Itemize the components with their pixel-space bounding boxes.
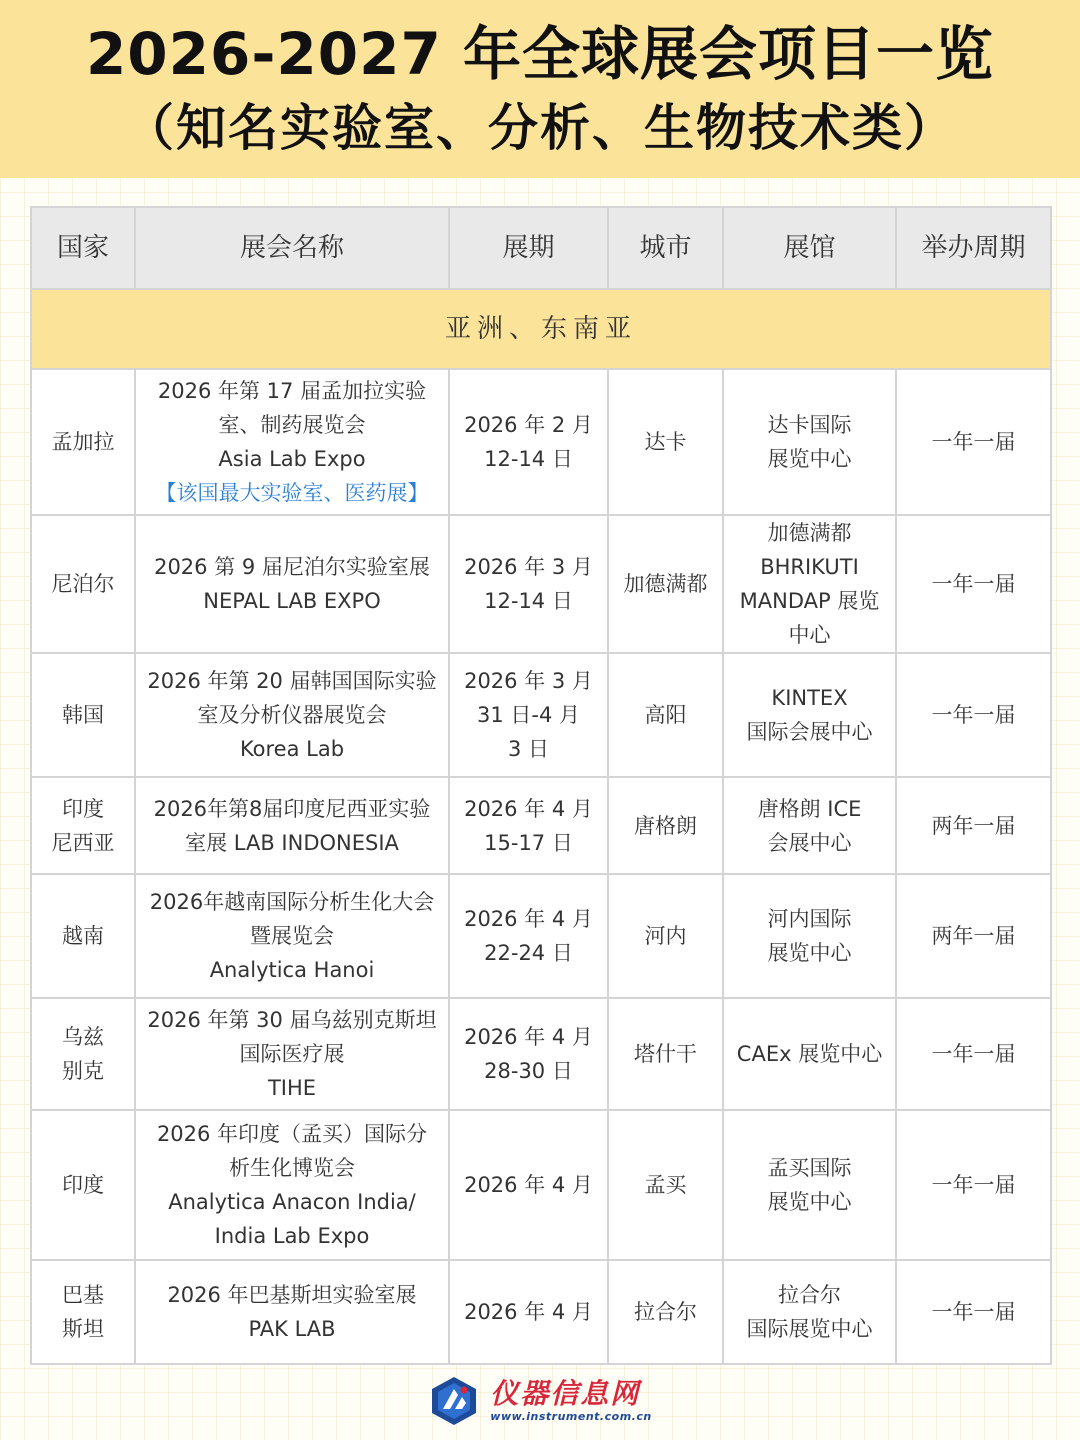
column-header-country: 国家 (31, 207, 135, 289)
dates-cell-line: 12-14 日 (484, 589, 573, 613)
city-cell: 孟买 (608, 1110, 723, 1260)
dates-cell-line: 2026 年 3 月 (464, 555, 593, 579)
dates-cell-line: 12-14 日 (484, 447, 573, 471)
expo-name-cell-line: 室及分析仪器展览会 (197, 703, 387, 727)
venue-cell-line: BHRIKUTI (760, 555, 859, 579)
expo-note: 【该国最大实验室、医药展】 (155, 481, 429, 505)
cycle-cell: 一年一届 (896, 515, 1051, 653)
expo-name-cell (135, 1110, 449, 1260)
expo-name-cell-line: 室展 LAB INDONESIA (185, 830, 399, 855)
venue-cell-line: 展览中心 (767, 941, 852, 965)
venue-cell-line: 国际会展中心 (746, 720, 873, 744)
expo-name-cell-line: 2026 第 9 届尼泊尔实验室展 (154, 555, 430, 579)
brand-logo (428, 1375, 651, 1427)
table-row (31, 1260, 1051, 1364)
expo-name-cell (135, 777, 449, 874)
table-row (31, 369, 1051, 515)
country-cell-line: 斯坦 (62, 1317, 104, 1341)
city-cell: 达卡 (608, 369, 723, 515)
expo-name-cell-line: India Lab Expo (214, 1224, 370, 1248)
country-cell (31, 1260, 135, 1364)
country-cell-line: 越南 (62, 924, 104, 948)
expo-name-cell-line: Asia Lab Expo (218, 447, 366, 471)
cycle-cell: 一年一届 (896, 369, 1051, 515)
venue-cell-line: 展览中心 (767, 447, 852, 471)
expo-name-cell-line: 2026 年第 20 届韩国国际实验 (147, 669, 437, 693)
cycle-cell: 一年一届 (896, 998, 1051, 1110)
expo-name-cell (135, 369, 449, 515)
country-cell-line: 巴基 (62, 1283, 104, 1307)
table-row (31, 1110, 1051, 1260)
dates-cell-line: 2026 年 2 月 (464, 413, 593, 437)
instrument-logo-icon (428, 1375, 480, 1427)
footer (0, 1362, 1080, 1440)
venue-cell (723, 653, 896, 777)
expo-name-cell-line: 2026年越南国际分析生化大会 (149, 890, 435, 914)
title-banner (0, 0, 1080, 178)
expo-name-cell-line: 国际医疗展 (239, 1042, 345, 1066)
dates-cell-line: 2026 年 4 月 (464, 1025, 593, 1049)
venue-cell-line: 展览中心 (767, 1190, 852, 1214)
dates-cell-line: 2026 年 4 月 (464, 1173, 593, 1197)
dates-cell (449, 369, 608, 515)
venue-cell (723, 998, 896, 1110)
country-cell (31, 777, 135, 874)
brand-url: www.instrument.com.cn (490, 1410, 652, 1423)
venue-cell (723, 777, 896, 874)
venue-cell-line: CAEx 展览中心 (736, 1042, 883, 1066)
country-cell-line: 孟加拉 (51, 430, 115, 454)
country-cell-line: 尼泊尔 (51, 572, 115, 596)
country-cell-line: 印度 (62, 796, 104, 821)
dates-cell-line: 28-30 日 (484, 1059, 573, 1083)
cycle-cell: 一年一届 (896, 1110, 1051, 1260)
column-header-city: 城市 (608, 207, 723, 289)
venue-cell-line: 中心 (788, 623, 831, 647)
dates-cell-line: 31 日-4 月 (476, 703, 580, 727)
venue-cell-line: 唐格朗 ICE (757, 796, 862, 821)
country-cell-line: 别克 (62, 1059, 104, 1083)
expo-name-cell (135, 874, 449, 998)
dates-cell-line: 2026 年 4 月 (464, 907, 593, 931)
table-row (31, 777, 1051, 874)
expo-name-cell-line: Analytica Anacon India/ (168, 1190, 416, 1214)
venue-cell-line: 河内国际 (767, 907, 852, 931)
venue-cell-line: 加德满都 (767, 521, 852, 545)
country-cell (31, 998, 135, 1110)
dates-cell-line: 15-17 日 (484, 830, 573, 855)
table-row (31, 874, 1051, 998)
expo-name-cell-line: 室、制药展览会 (218, 413, 366, 437)
venue-cell (723, 369, 896, 515)
country-cell-line: 乌兹 (62, 1025, 104, 1049)
table-row (31, 653, 1051, 777)
page-subtitle: （知名实验室、分析、生物技术类） (124, 99, 956, 157)
venue-cell-line: 拉合尔 (778, 1283, 841, 1307)
expo-name-cell-line: TIHE (267, 1076, 317, 1100)
venue-cell (723, 874, 896, 998)
page-title: 2026-2027 年全球展会项目一览 (85, 20, 995, 88)
city-cell: 塔什干 (608, 998, 723, 1110)
expo-name-cell-line: 2026 年印度（孟买）国际分 (156, 1122, 428, 1146)
country-cell (31, 1110, 135, 1260)
column-header-expo-name: 展会名称 (135, 207, 449, 289)
table-row (31, 515, 1051, 653)
region-label: 亚洲、东南亚 (31, 289, 1051, 369)
dates-cell (449, 874, 608, 998)
expo-name-cell (135, 515, 449, 653)
country-cell (31, 515, 135, 653)
expo-name-cell-line: 2026年第8届印度尼西亚实验 (153, 796, 431, 821)
expo-name-cell (135, 1260, 449, 1364)
column-header-cycle: 举办周期 (896, 207, 1051, 289)
dates-cell (449, 777, 608, 874)
cycle-cell: 两年一届 (896, 777, 1051, 874)
cycle-cell: 一年一届 (896, 653, 1051, 777)
brand-name: 仪器信息网 (490, 1377, 641, 1410)
dates-cell-line: 2026 年 4 月 (464, 796, 593, 821)
expo-name-cell-line: 2026 年巴基斯坦实验室展 (167, 1283, 417, 1307)
country-cell-line: 韩国 (62, 703, 104, 727)
dates-cell (449, 515, 608, 653)
venue-cell-line: MANDAP 展览 (739, 589, 880, 613)
expo-name-cell-line: Analytica Hanoi (209, 958, 375, 982)
country-cell (31, 874, 135, 998)
expo-table (30, 206, 1052, 1365)
dates-cell (449, 998, 608, 1110)
venue-cell-line: 国际展览中心 (746, 1317, 873, 1341)
country-cell-line: 尼西亚 (51, 830, 115, 855)
region-row (31, 289, 1051, 369)
expo-name-cell-line: 2026 年第 17 届孟加拉实验 (157, 379, 427, 403)
dates-cell-line: 2026 年 4 月 (464, 1300, 593, 1324)
city-cell: 唐格朗 (608, 777, 723, 874)
table-row (31, 998, 1051, 1110)
country-cell (31, 369, 135, 515)
country-cell (31, 653, 135, 777)
expo-name-cell-line: 暨展览会 (250, 924, 334, 948)
expo-name-cell (135, 653, 449, 777)
dates-cell (449, 653, 608, 777)
city-cell: 高阳 (608, 653, 723, 777)
table-header-row (31, 207, 1051, 289)
city-cell: 拉合尔 (608, 1260, 723, 1364)
venue-cell-line: 孟买国际 (767, 1156, 852, 1180)
dates-cell-line: 2026 年 3 月 (464, 669, 593, 693)
venue-cell-line: 会展中心 (767, 830, 852, 855)
expo-name-cell-line: NEPAL LAB EXPO (203, 589, 381, 613)
dates-cell (449, 1260, 608, 1364)
venue-cell (723, 1110, 896, 1260)
venue-cell (723, 515, 896, 653)
city-cell: 加德满都 (608, 515, 723, 653)
venue-cell (723, 1260, 896, 1364)
dates-cell-line: 3 日 (507, 737, 550, 761)
expo-name-cell (135, 998, 449, 1110)
expo-name-cell-line: Korea Lab (239, 737, 345, 761)
cycle-cell: 一年一届 (896, 1260, 1051, 1364)
venue-cell-line: KINTEX (771, 686, 848, 710)
dates-cell (449, 1110, 608, 1260)
dates-cell-line: 22-24 日 (484, 941, 573, 965)
expo-name-cell-line: 2026 年第 30 届乌兹别克斯坦 (147, 1008, 437, 1032)
column-header-dates: 展期 (449, 207, 608, 289)
country-cell-line: 印度 (62, 1173, 104, 1197)
venue-cell-line: 达卡国际 (767, 413, 852, 437)
cycle-cell: 两年一届 (896, 874, 1051, 998)
expo-name-cell-line: 析生化博览会 (229, 1156, 355, 1180)
expo-name-cell-line: PAK LAB (248, 1317, 336, 1341)
column-header-venue: 展馆 (723, 207, 896, 289)
city-cell: 河内 (608, 874, 723, 998)
